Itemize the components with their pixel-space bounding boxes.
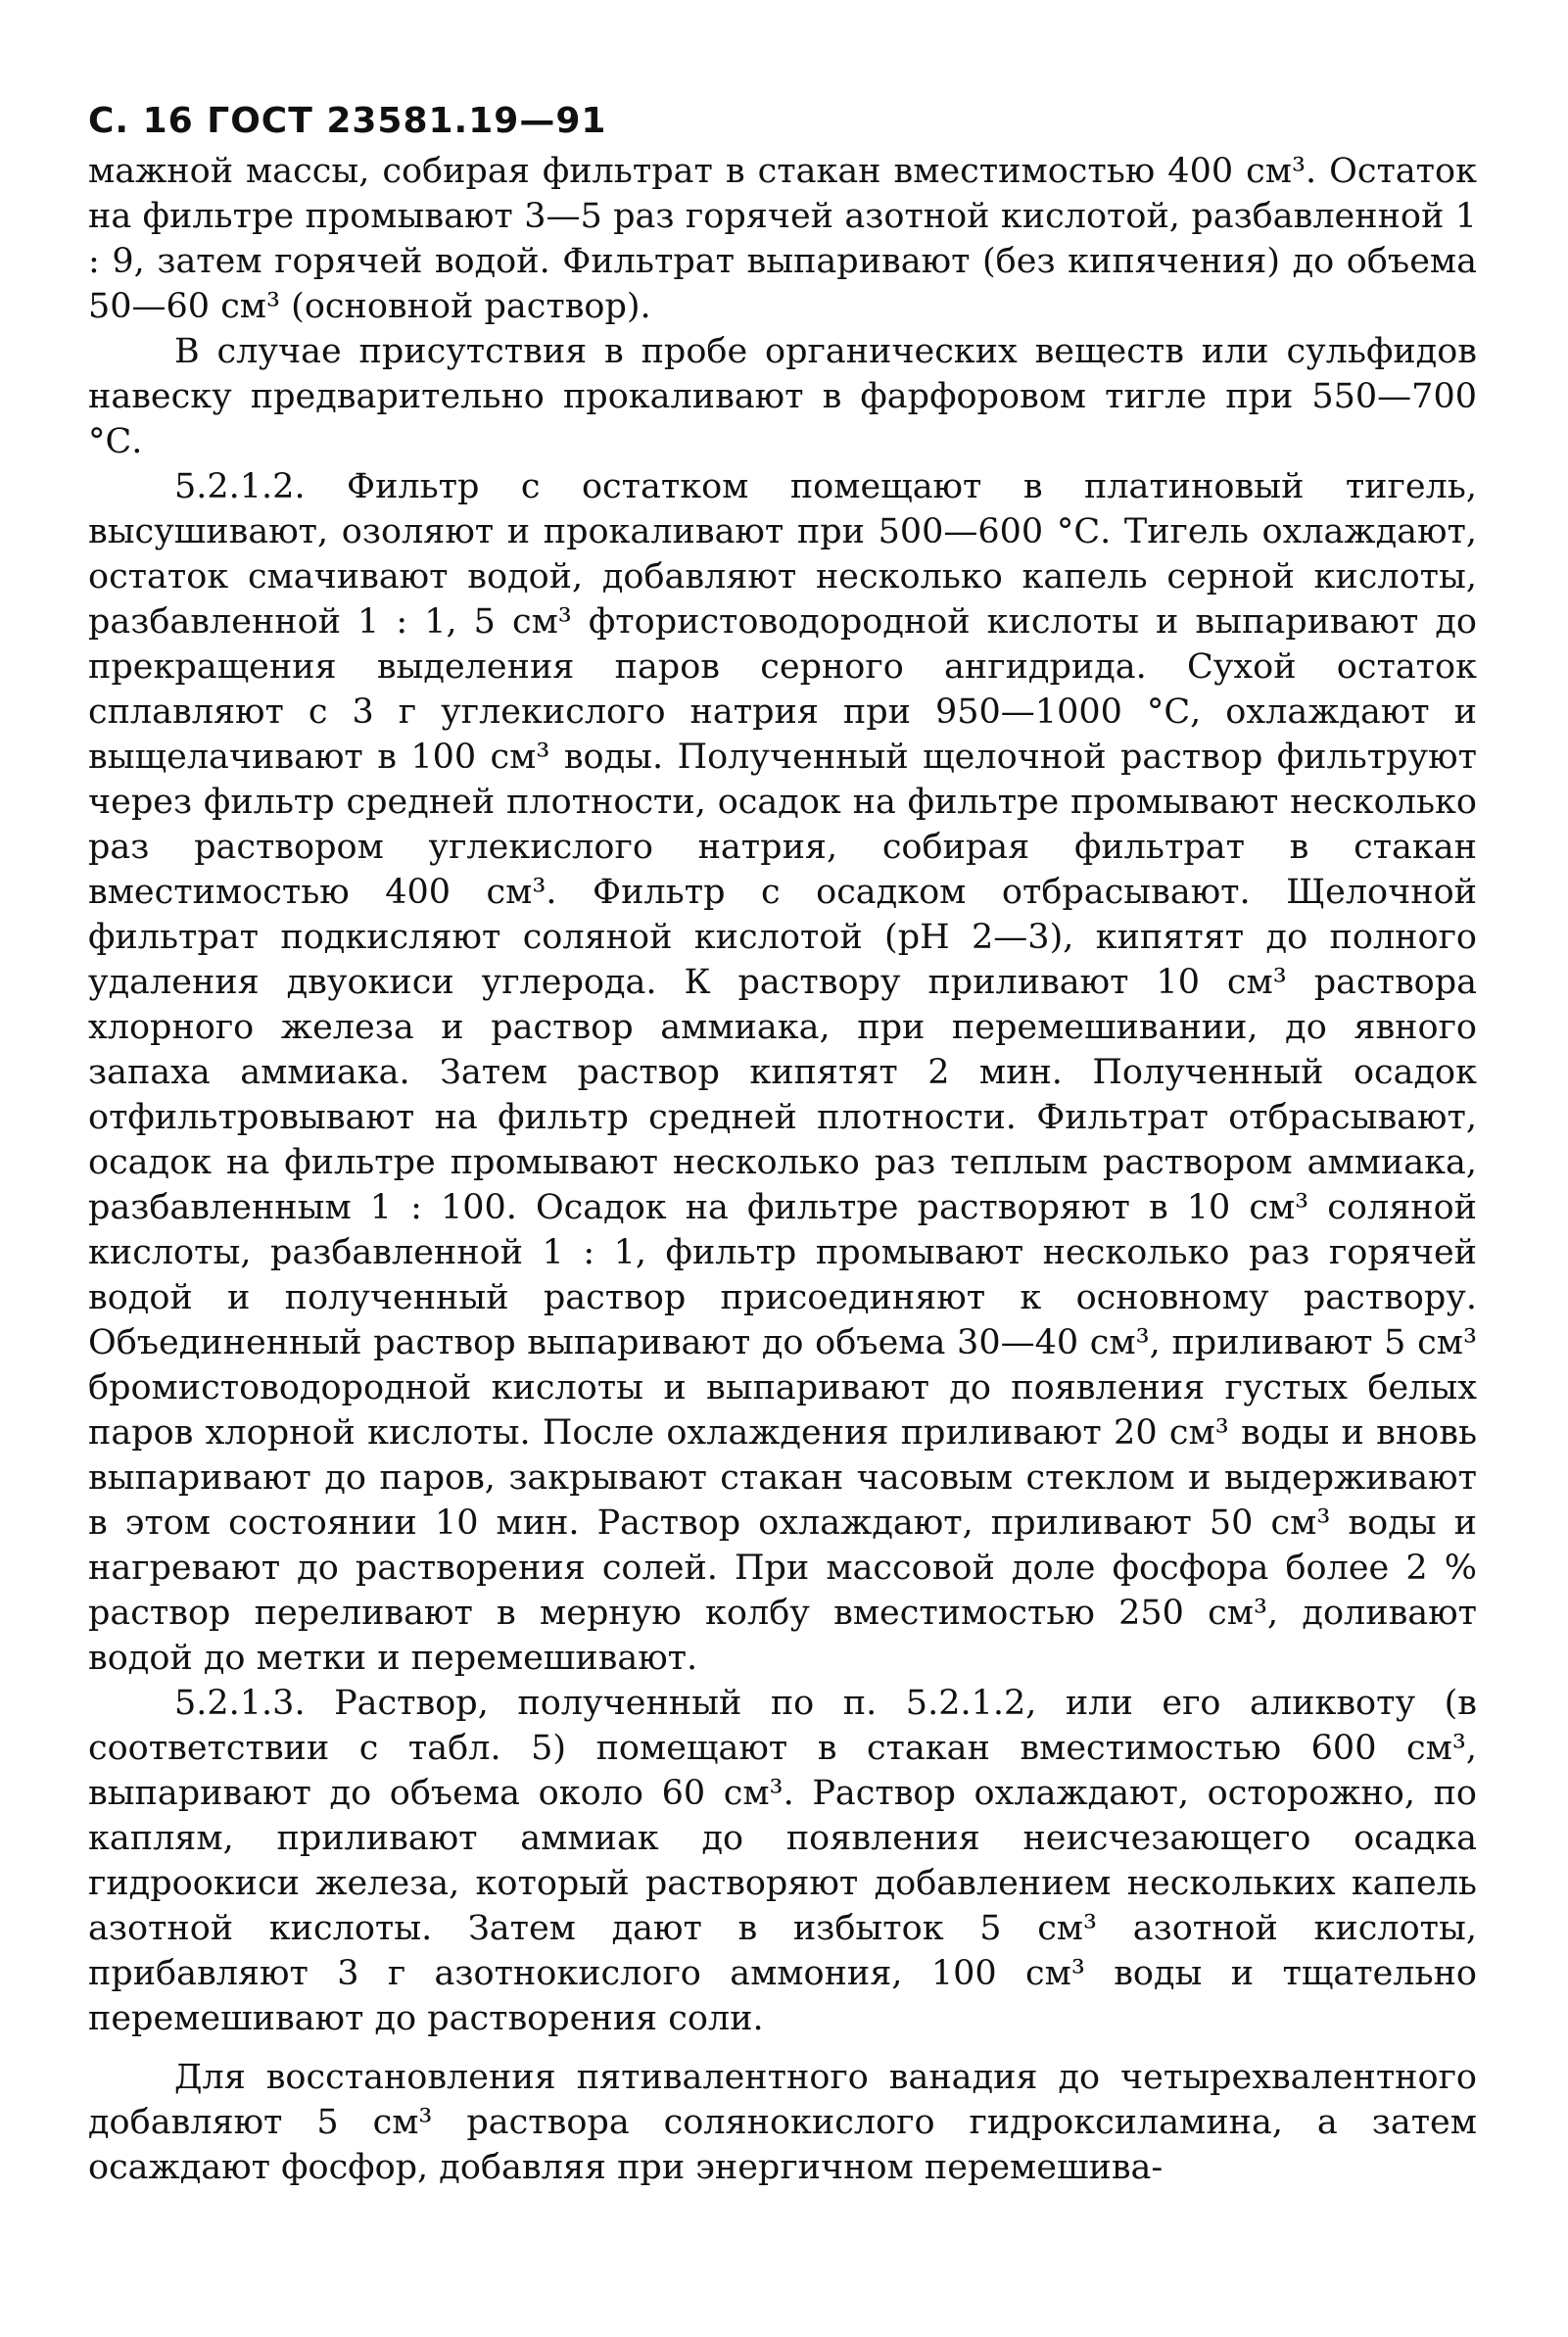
page-header: С. 16 ГОСТ 23581.19—91 [88,101,607,141]
paragraph-5-2-1-3: 5.2.1.3. Раствор, полученный по п. 5.2.1.2, или его аликвоту (в соответствии с табл. 5) помещают в стакан вместимостью 600 см³, выпаривают до объема около 60 см³. Раствор охлаждают, осторожно, по каплям, приливают аммиак до появления неисчезающего осадка гидроокиси железа, который растворяют добавлением нескольких капель азотной кислоты. Затем дают в избыток 5 см³ азотной кислоты, прибавляют 3 г азотнокислого аммония, 100 см³ воды и тщательно перемешивают до растворения соли. [88,1684,1477,2038]
paragraph-continuation: мажной массы, собирая фильтрат в стакан вместимостью 400 см³. Остаток на фильтре промывают 3—5 раз горячей азотной кислотой, разбавленной 1 : 9, затем горячей водой. Фильтрат выпаривают (без кипячения) до объема 50—60 см³ (основной раствор). [88,152,1477,326]
paragraph-vanadium-reduction: Для восстановления пятивалентного ванадия до четырехвалентного добавляют 5 см³ раствора солянокислого гидроксиламина, а затем осаждают фосфор, добавляя при энергичном перемешива- [88,2058,1477,2187]
document-body [88,149,1477,2190]
paragraph-5-2-1-2: 5.2.1.2. Фильтр с остатком помещают в платиновый тигель, высушивают, озоляют и прокаливают при 500—600 °С. Тигель охлаждают, остаток смачивают водой, добавляют несколько капель серной кислоты, разбавленной 1 : 1, 5 см³ фтористоводородной кислоты и выпаривают до прекращения выделения паров серного ангидрида. Сухой остаток сплавляют с 3 г углекислого натрия при 950—1000 °С, охлаждают и выщелачивают в 100 см³ воды. Полученный щелочной раствор фильтруют через фильтр средней плотности, осадок на фильтре промывают несколько раз раствором углекислого натрия, собирая фильтрат в стакан вместимостью 400 см³. Фильтр с осадком отбрасывают. Щелочной фильтрат подкисляют соляной кислотой (рН 2—3), кипятят до полного удаления двуокиси углерода. К раствору приливают 10 см³ раствора хлорного железа и раствор аммиака, при перемешивании, до явного запаха аммиака. Затем раствор кипятят 2 мин. Полученный осадок отфильтровывают на фильтр средней плотности. Фильтрат отбрасывают, осадок на фильтре промывают несколько раз теплым раствором аммиака, разбавленным 1 : 100. Осадок на фильтре растворяют в 10 см³ соляной кислоты, разбавленной 1 : 1, фильтр промывают несколько раз горячей водой и полученный раствор присоединяют к основному раствору. Объединенный раствор выпаривают до объема 30—40 см³, приливают 5 см³ бромистоводородной кислоты и выпаривают до появления густых белых паров хлорной кислоты. После охлаждения приливают 20 см³ воды и вновь выпаривают до паров, закрывают стакан часовым стеклом и выдерживают в этом состоянии 10 мин. Раствор охлаждают, приливают 50 см³ воды и нагревают до растворения солей. При массовой доле фосфора более 2 % раствор переливают в мерную колбу вместимостью 250 см³, доливают водой до метки и перемешивают. [88,467,1477,1678]
paragraph-organic-note: В случае присутствия в пробе органических веществ или сульфидов навеску предварительно прокаливают в фарфоровом тигле при 550—700 °С. [88,332,1477,461]
